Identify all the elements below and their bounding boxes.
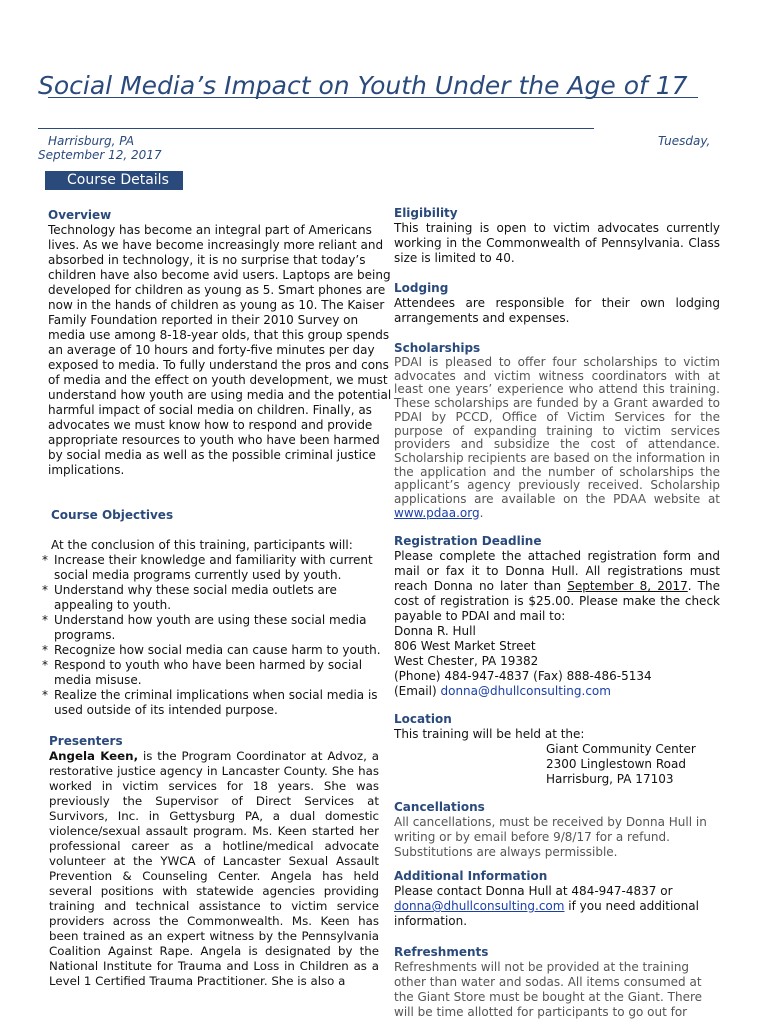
overview-heading: Overview bbox=[48, 208, 112, 222]
additional-info-text: Please contact Donna Hull at 484-947-4837 or donna@dhullconsulting.com if you need additional information. bbox=[394, 884, 699, 928]
course-details-band: Course Details bbox=[45, 171, 183, 190]
additional-email-link[interactable]: donna@dhullconsulting.com bbox=[394, 899, 565, 913]
lodging-text: Attendees are responsible for their own lodging arrangements and expenses. bbox=[394, 296, 720, 325]
additional-info-section bbox=[394, 869, 720, 929]
scholarships-section bbox=[394, 341, 720, 520]
contact-street: 806 West Market Street bbox=[394, 639, 536, 653]
registration-section bbox=[394, 534, 720, 699]
registration-deadline-date: September 8, 2017 bbox=[567, 579, 688, 593]
scholarships-text: PDAI is pleased to offer four scholarships to victim advocates and victim witness coordinators with at least one years’ experience who attend this training. These scholarships are funded by a Grant awarded to PDAI by PCCD, Office of Victim Services for the purpose of expanding training to victim services providers and subsidize the cost of attendance. Scholarship recipients are based on the information in the application and the number of scholarships the applicant’s agency previously received. Scholarship applications are available on the PDAA website at www.pdaa.org. bbox=[394, 355, 720, 520]
list-item: * Increase their knowledge and familiarity with current social media programs currently used by youth. bbox=[42, 553, 373, 582]
contact-phone: (Phone) 484-947-4837 (Fax) 888-486-5134 bbox=[394, 669, 652, 683]
title-rule bbox=[38, 128, 594, 129]
objectives-heading: Course Objectives bbox=[51, 508, 174, 522]
pdaa-website-link[interactable]: www.pdaa.org bbox=[394, 505, 480, 520]
title-underline bbox=[48, 97, 698, 98]
contact-email-link[interactable]: donna@dhullconsulting.com bbox=[440, 684, 611, 698]
presenter-name: Angela Keen, bbox=[49, 749, 139, 763]
event-location: Harrisburg, PA bbox=[48, 134, 135, 148]
cancellations-text: All cancellations, must be received by Donna Hull in writing or by email before 9/8/17 for a refund. Substitutions are always permissible. bbox=[394, 815, 707, 859]
refreshments-text: Refreshments will not be provided at the training other than water and sodas. All items consumed at the Giant Store must be bought at the Giant. There will be time allotted for participants to go out for bbox=[394, 960, 703, 1019]
overview-text: Technology has become an integral part of Americans lives. As we have become increasingly more reliant and absorbed in technology, it is no surprise that today’s children have also become avid users. Laptops are being developed for children as young as 5. Smart phones are now in the hands of children as young as 10. The Kaiser Family Foundation reported in their 2010 Survey on media use among 8-18-year olds, that this group spends an average of 10 hours and forty-five minutes per day exposed to media. To fully understand the pros and cons of media and the effect on youth development, we must understand how youth are using media and the potential harmful impact of social media on children. Finally, as advocates we must know how to respond and provide appropriate resources to youth who have been harmed by social media as well as the possible criminal justice implications. bbox=[48, 223, 392, 477]
venue-street: 2300 Linglestown Road bbox=[546, 757, 686, 771]
eligibility-heading: Eligibility bbox=[394, 206, 458, 220]
list-item: * Recognize how social media can cause harm to youth. bbox=[42, 643, 381, 657]
presenters-heading: Presenters bbox=[49, 734, 123, 748]
lodging-section bbox=[394, 281, 720, 326]
venue-name: Giant Community Center bbox=[546, 742, 696, 756]
contact-email-line: (Email) donna@dhullconsulting.com bbox=[394, 684, 611, 698]
list-item: * Respond to youth who have been harmed by social media misuse. bbox=[42, 658, 363, 687]
event-date: September 12, 2017 bbox=[38, 148, 162, 162]
registration-text: Please complete the attached registration form and mail or fax it to Donna Hull. All registrations must reach Donna no later than September 8, 2017. The cost of registration is $25.00. Please make the check payable to PDAI and mail to: bbox=[394, 549, 720, 623]
list-item: * Understand why these social media outlets are appealing to youth. bbox=[42, 583, 337, 612]
cancellations-section bbox=[394, 800, 720, 860]
objectives-intro: At the conclusion of this training, participants will: bbox=[51, 538, 353, 552]
contact-city: West Chester, PA 19382 bbox=[394, 654, 539, 668]
objectives-list bbox=[42, 553, 393, 718]
list-item: * Understand how youth are using these social media programs. bbox=[42, 613, 367, 642]
location-section bbox=[394, 712, 720, 787]
location-text: This training will be held at the: bbox=[394, 727, 585, 741]
lodging-heading: Lodging bbox=[394, 281, 449, 295]
cancellations-heading: Cancellations bbox=[394, 800, 485, 814]
refreshments-section bbox=[394, 945, 720, 1020]
page-title: Social Media’s Impact on Youth Under the Age of 17 bbox=[38, 71, 688, 100]
eligibility-text: This training is open to victim advocates currently working in the Commonwealth of Pennsylvania. Class size is limited to 40. bbox=[394, 221, 720, 265]
objectives-section bbox=[42, 508, 393, 718]
eligibility-section bbox=[394, 206, 720, 266]
venue-city: Harrisburg, PA 17103 bbox=[546, 772, 674, 786]
additional-info-heading: Additional Information bbox=[394, 869, 548, 883]
presenter-bio: Angela Keen, is the Program Coordinator at Advoz, a restorative justice agency in Lancaster County. She has worked in victim services for 18 years. She was previously the Supervisor of Direct Services at Survivors, Inc. in Gettysburg PA, a dual domestic violence/sexual assault program. Ms. Keen started her professional career as a hotline/medical advocate volunteer at the YWCA of Lancaster Sexual Assault Prevention & Counseling Center. Angela has held several positions with statewide agencies providing training and technical assistance to victim service providers across the Commonwealth. Ms. Keen has been trained as an expert witness by the Pennsylvania Coalition Against Rape. Angela is designated by the National Institute for Trauma and Loss in Children as a Level 1 Certified Trauma Practitioner. She is also a bbox=[49, 749, 379, 988]
refreshments-heading: Refreshments bbox=[394, 945, 489, 959]
list-item: * Realize the criminal implications when social media is used outside of its intended purpose. bbox=[42, 688, 378, 717]
contact-name: Donna R. Hull bbox=[394, 624, 476, 638]
location-heading: Location bbox=[394, 712, 452, 726]
registration-heading: Registration Deadline bbox=[394, 534, 542, 548]
scholarships-heading: Scholarships bbox=[394, 341, 481, 355]
presenters-section bbox=[48, 734, 379, 989]
overview-section bbox=[48, 208, 393, 478]
event-day: Tuesday, bbox=[658, 134, 711, 148]
